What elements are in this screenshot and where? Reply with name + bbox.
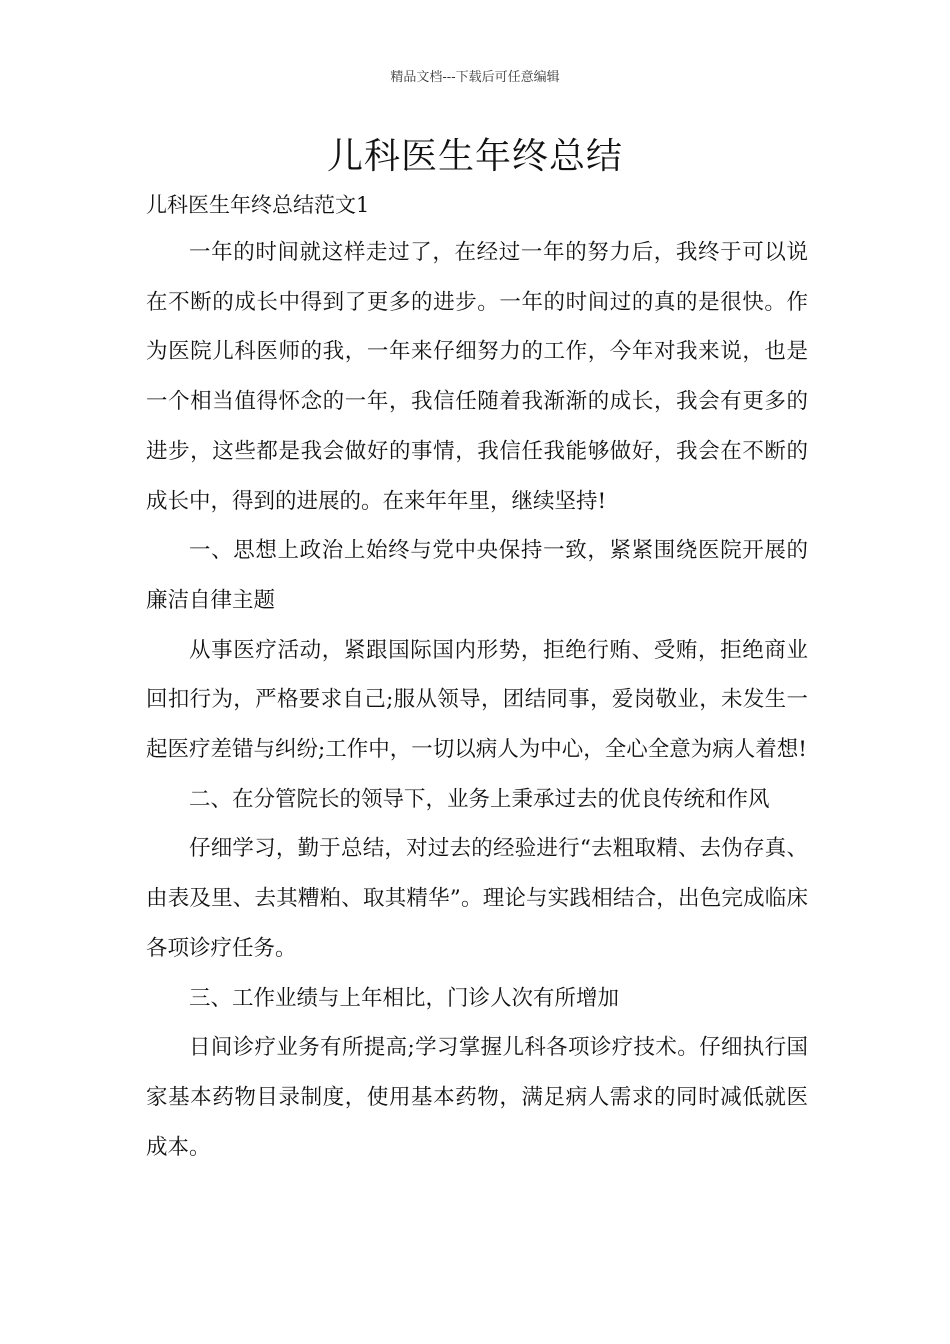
document-body [146,228,808,1172]
paragraph-section-1: 从事医疗活动，紧跟国际国内形势，拒绝行贿、受贿，拒绝商业回扣行为，严格要求自己;服从领导，团结同事，爱岗敬业，未发生一起医疗差错与纠纷;工作中，一切以病人为中心，全心全意为病人着想! [146,637,808,763]
section-heading-1: 一、思想上政治上始终与党中央保持一致，紧紧围绕医院开展的廉洁自律主题 [146,538,808,613]
paragraph-section-3: 日间诊疗业务有所提高;学习掌握儿科各项诊疗技术。仔细执行国家基本药物目录制度，使用基本药物，满足病人需求的同时减低就医成本。 [146,1035,808,1160]
paragraph-intro: 一年的时间就这样走过了，在经过一年的努力后，我终于可以说在不断的成长中得到了更多的进步。一年的时间过的真的是很快。作为医院儿科医师的我，一年来仔细努力的工作，今年对我来说，也是一个相当值得怀念的一年，我信任随着我渐渐的成长，我会有更多的进步，这些都是我会做好的事情，我信任我能够做好，我会在不断的成长中，得到的进展的。在来年年里，继续坚持! [146,240,808,514]
header-note: 精品文档---下载后可任意编辑 [390,70,560,85]
section-heading-3: 三、工作业绩与上年相比，门诊人次有所增加 [189,985,620,1011]
paragraph-section-2: 仔细学习，勤于总结，对过去的经验进行“去粗取精、去伪存真、由表及里、去其糟粕、取其精华”。理论与实践相结合，出色完成临床各项诊疗任务。 [146,836,808,961]
section-heading-2: 二、在分管院长的领导下，业务上秉承过去的优良传统和作风 [189,786,770,812]
document-title: 儿科医生年终总结 [326,136,623,177]
document-subtitle: 儿科医生年终总结范文1 [146,193,370,217]
